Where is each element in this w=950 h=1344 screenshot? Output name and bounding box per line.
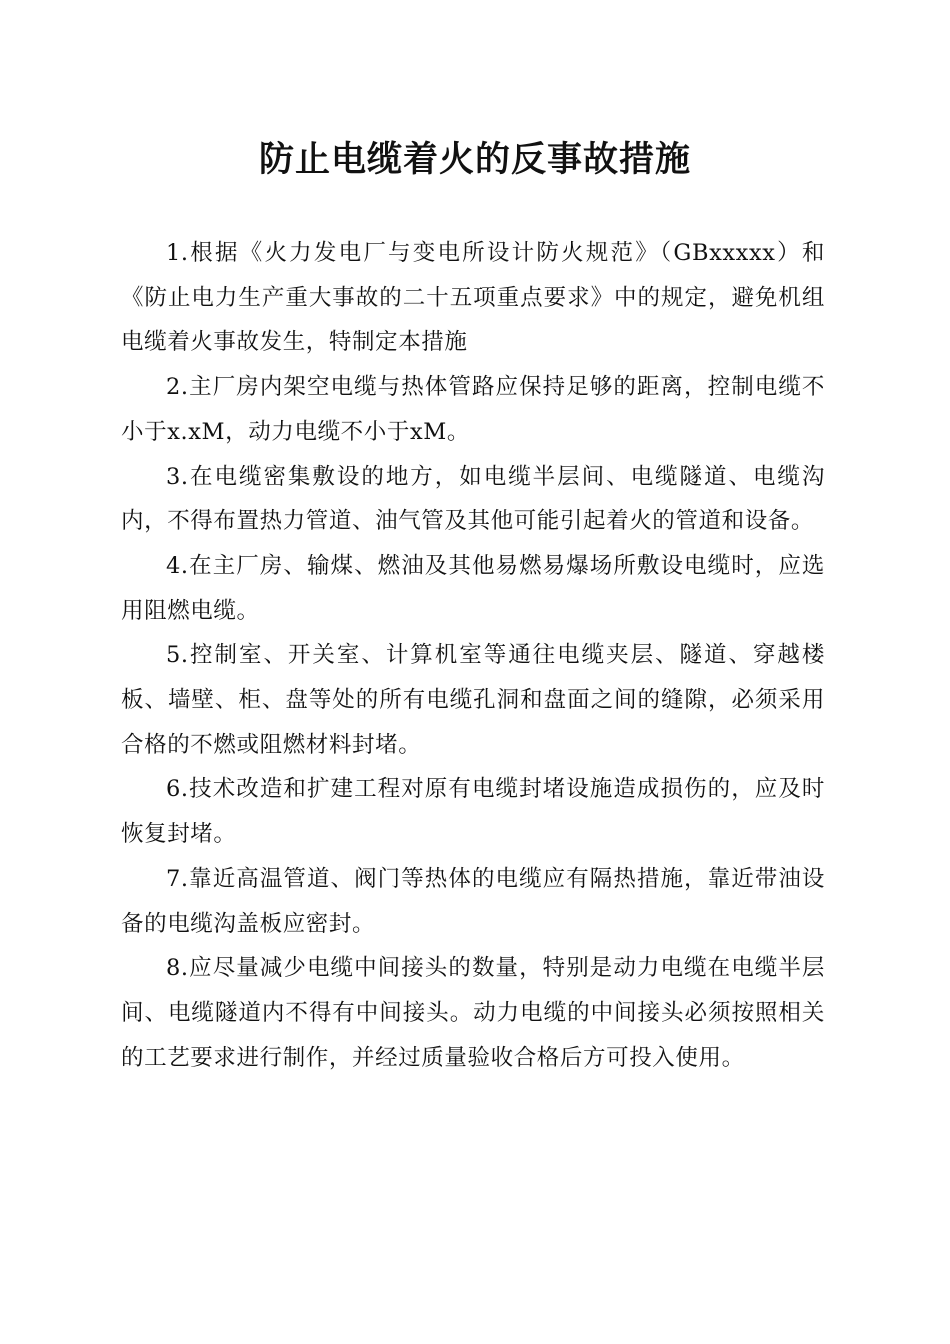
paragraph-2: 2.主厂房内架空电缆与热体管路应保持足够的距离，控制电缆不小于x.xM，动力电缆不小于xM。 <box>121 374 825 445</box>
paragraph-1: 1.根据《火力发电厂与变电所设计防火规范》（GBxxxxx）和《防止电力生产重大事故的二十五项重点要求》中的规定，避免机组电缆着火事故发生，特制定本措施 <box>121 240 825 356</box>
paragraph-7: 7.靠近高温管道、阀门等热体的电缆应有隔热措施，靠近带油设备的电缆沟盖板应密封。 <box>121 865 825 937</box>
paragraph-4: 4.在主厂房、输煤、燃油及其他易燃易爆场所敷设电缆时，应选用阻燃电缆。 <box>121 552 825 624</box>
document-body <box>121 231 825 1080</box>
paragraph-3: 3.在电缆密集敷设的地方，如电缆半层间、电缆隧道、电缆沟内，不得布置热力管道、油气管及其他可能引起着火的管道和设备。 <box>121 463 825 535</box>
document-title: 防止电缆着火的反事故措施 <box>258 139 691 180</box>
paragraph-6: 6.技术改造和扩建工程对原有电缆封堵设施造成损伤的，应及时恢复封堵。 <box>121 776 825 848</box>
paragraph-5: 5.控制室、开关室、计算机室等通往电缆夹层、隧道、穿越楼板、墙壁、柜、盘等处的所有电缆孔洞和盘面之间的缝隙，必须采用合格的不燃或阻燃材料封堵。 <box>121 642 825 758</box>
paragraph-8: 8.应尽量减少电缆中间接头的数量，特别是动力电缆在电缆半层间、电缆隧道内不得有中间接头。动力电缆的中间接头必须按照相关的工艺要求进行制作，并经过质量验收合格后方可投入使用。 <box>121 955 825 1071</box>
